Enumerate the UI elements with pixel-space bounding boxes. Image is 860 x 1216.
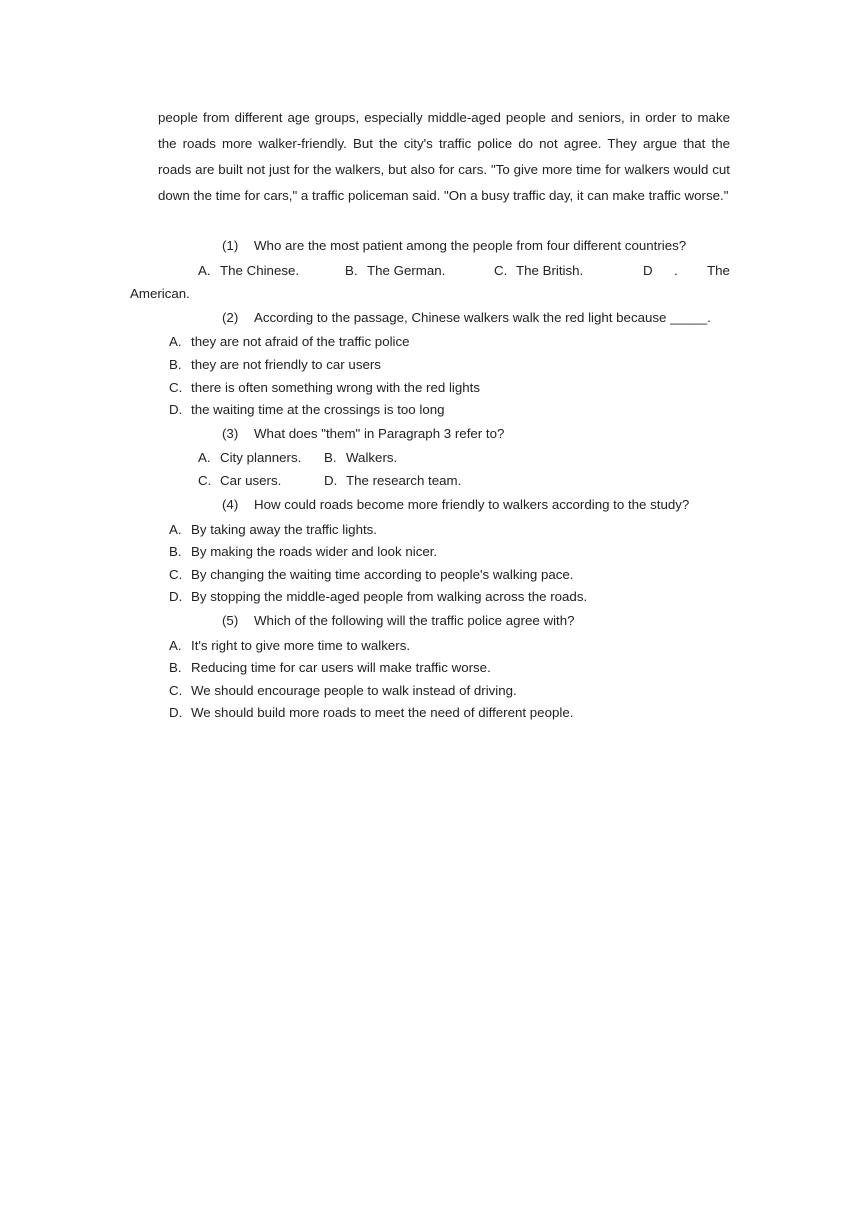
option-a: [169, 522, 377, 537]
option-text: there is often something wrong with the red lights: [191, 380, 480, 395]
option-c: [169, 380, 480, 395]
question-text: What does "them" in Paragraph 3 refer to?: [254, 426, 505, 441]
option-letter: C.: [198, 473, 212, 488]
option-d-dot: .: [674, 263, 678, 278]
question-number: (2): [222, 310, 239, 325]
option-letter: B.: [169, 660, 182, 675]
option-text: Walkers.: [346, 450, 398, 465]
option-text: they are not afraid of the traffic police: [191, 334, 410, 349]
question-text: Who are the most patient among the people from four different countries?: [254, 238, 687, 253]
option-text: By stopping the middle-aged people from walking across the roads.: [191, 589, 588, 604]
option-letter: C.: [169, 380, 183, 395]
option-letter: A.: [198, 450, 211, 465]
option-text: The research team.: [346, 473, 462, 488]
option-d: [169, 705, 573, 720]
option-d: [169, 589, 587, 604]
option-letter: B.: [345, 263, 358, 278]
option-a: [169, 334, 410, 349]
option-a: [198, 263, 299, 278]
question-text: Which of the following will the traffic police agree with?: [254, 613, 575, 628]
question-number: (3): [222, 426, 239, 441]
option-letter: D.: [169, 705, 183, 720]
option-d-text: The: [707, 263, 730, 278]
option-letter: A.: [198, 263, 211, 278]
question-number: (5): [222, 613, 239, 628]
option-b: [169, 660, 491, 675]
question-number: (1): [222, 238, 239, 253]
option-letter: B.: [169, 544, 182, 559]
option-text: By making the roads wider and look nicer.: [191, 544, 438, 559]
option-text: Car users.: [220, 473, 282, 488]
option-letter: C.: [494, 263, 508, 278]
option-b: [169, 544, 437, 559]
option-letter: C.: [169, 683, 183, 698]
option-b: [345, 263, 445, 278]
question-text: How could roads become more friendly to walkers according to the study?: [254, 497, 690, 512]
option-text: Reducing time for car users will make traffic worse.: [191, 660, 491, 675]
option-text: The Chinese.: [220, 263, 300, 278]
passage-paragraph: people from different age groups, especially middle-aged people and seniors, in order to make the roads more walker-friendly. But the city's traffic police do not agree. They argue that the roads are built not just for the walkers, but also for cars. "To give more time for walkers would cut down the time for cars," a traffic policeman said. "On a busy traffic day, it can make traffic worse.": [158, 110, 730, 203]
option-letter: A.: [169, 638, 182, 653]
option-c: [198, 473, 281, 488]
question-number: (4): [222, 497, 239, 512]
question-text: According to the passage, Chinese walkers walk the red light because _____.: [254, 310, 711, 325]
option-d-wrap: American.: [130, 286, 190, 301]
option-text: We should build more roads to meet the need of different people.: [191, 705, 574, 720]
option-text: they are not friendly to car users: [191, 357, 381, 372]
option-letter: D.: [324, 473, 338, 488]
option-c: [169, 567, 573, 582]
option-text: The British.: [516, 263, 584, 278]
question-5: [222, 613, 575, 628]
option-letter: A.: [169, 522, 182, 537]
option-letter: D.: [169, 589, 183, 604]
option-letter: B.: [324, 450, 337, 465]
option-b: [324, 450, 397, 465]
option-d-letter: D: [643, 263, 653, 278]
option-text: the waiting time at the crossings is too long: [191, 402, 445, 417]
option-text: The German.: [367, 263, 446, 278]
option-c: [494, 263, 583, 278]
option-letter: C.: [169, 567, 183, 582]
option-c: [169, 683, 517, 698]
question-4: [222, 497, 689, 512]
option-a: [169, 638, 410, 653]
option-letter: D.: [169, 402, 183, 417]
option-letter: B.: [169, 357, 182, 372]
question-3: [222, 426, 504, 441]
option-text: City planners.: [220, 450, 302, 465]
option-text: It's right to give more time to walkers.: [191, 638, 411, 653]
question-2: [222, 310, 711, 325]
question-1: [222, 238, 686, 253]
option-text: By taking away the traffic lights.: [191, 522, 378, 537]
option-letter: A.: [169, 334, 182, 349]
option-a: [198, 450, 301, 465]
option-b: [169, 357, 381, 372]
option-d: [169, 402, 445, 417]
option-text: By changing the waiting time according to people's walking pace.: [191, 567, 574, 582]
option-text: We should encourage people to walk instead of driving.: [191, 683, 517, 698]
option-d: [324, 473, 461, 488]
